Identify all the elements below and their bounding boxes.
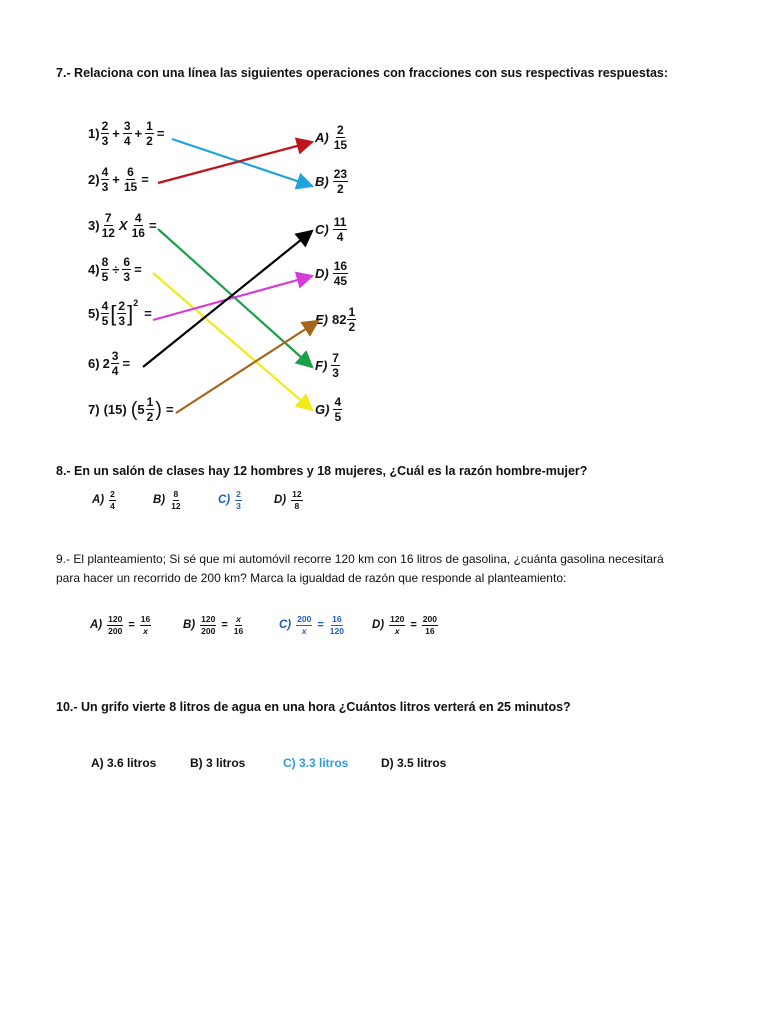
q9-option-b[interactable]: B) $\frac{120}{200}$ = $\frac{x}{16}$ bbox=[183, 614, 244, 636]
fraction: $\frac{120}{x}$ bbox=[390, 614, 405, 636]
fraction: $\frac{2}{15}$ bbox=[333, 123, 348, 152]
row-label: 3) bbox=[88, 218, 100, 233]
line-1-to-b bbox=[172, 139, 312, 186]
q7-left-6: 6) 2 $\frac{3}{4}$ = bbox=[88, 349, 131, 378]
q8-title: 8.- En un salón de clases hay 12 hombres y 18 mujeres, ¿Cuál es la razón hombre-mujer? bbox=[56, 464, 588, 478]
fraction: $\frac{2}{3}$ bbox=[118, 299, 126, 328]
q7-right-g: G) $\frac{4}{5}$ bbox=[315, 395, 342, 424]
q7-left-5: 5) $\frac{4}{5}$ [ $\frac{2}{3}$ ] 2 = bbox=[88, 298, 152, 328]
fraction: $\frac{x}{16}$ bbox=[233, 614, 244, 636]
fraction: $\frac{23}{2}$ bbox=[333, 167, 348, 196]
q7-left-4: 4) $\frac{8}{5}$ ÷ $\frac{6}{3}$ = bbox=[88, 255, 142, 284]
row-label: 7) bbox=[88, 402, 100, 417]
q7-right-c: C) $\frac{11}{4}$ bbox=[315, 215, 347, 244]
q10-option-c[interactable]: C) 3.3 litros bbox=[283, 756, 349, 770]
fraction: $\frac{7}{3}$ bbox=[332, 351, 339, 380]
fraction: $\frac{6}{3}$ bbox=[123, 255, 131, 284]
fraction: $\frac{16}{x}$ bbox=[140, 614, 151, 636]
fraction: $\frac{1}{2}$ bbox=[348, 305, 356, 334]
fraction: $\frac{8}{5}$ bbox=[101, 255, 109, 284]
fraction: $\frac{7}{12}$ bbox=[101, 211, 115, 240]
fraction: $\frac{2}{3}$ bbox=[236, 489, 241, 511]
q8-option-c[interactable]: C) $\frac{2}{3}$ bbox=[218, 489, 241, 511]
q7-left-3: 3) $\frac{7}{12}$ X $\frac{4}{16}$ = bbox=[88, 211, 157, 240]
fraction: $\frac{2}{3}$ bbox=[101, 119, 109, 148]
q9-option-c[interactable]: C) $\frac{200}{x}$ = $\frac{16}{120}$ bbox=[279, 614, 344, 636]
fraction: $\frac{4}{16}$ bbox=[131, 211, 145, 240]
fraction: $\frac{12}{8}$ bbox=[292, 489, 302, 511]
fraction: $\frac{1}{2}$ bbox=[146, 395, 154, 424]
row-label: 2) bbox=[88, 172, 100, 187]
q7-left-7: 7) (15) ( 5 $\frac{1}{2}$ ) = bbox=[88, 395, 174, 424]
q7-right-e: E) 82 $\frac{1}{2}$ bbox=[315, 305, 356, 334]
line-6-to-c bbox=[143, 231, 312, 367]
fraction: $\frac{200}{x}$ bbox=[297, 614, 312, 636]
q10-option-d[interactable]: D) 3.5 litros bbox=[381, 756, 447, 770]
q8-option-b[interactable]: B) $\frac{8}{12}$ bbox=[153, 489, 181, 511]
fraction: $\frac{200}{16}$ bbox=[422, 614, 437, 636]
row-label: 6) bbox=[88, 356, 100, 371]
row-label: 1) bbox=[88, 126, 100, 141]
fraction: $\frac{4}{5}$ bbox=[334, 395, 342, 424]
fraction: $\frac{120}{200}$ bbox=[108, 614, 123, 636]
fraction: $\frac{8}{12}$ bbox=[171, 489, 181, 511]
q7-right-b: B) $\frac{23}{2}$ bbox=[315, 167, 348, 196]
q9-text bbox=[56, 550, 716, 588]
q8-option-d[interactable]: D) $\frac{12}{8}$ bbox=[274, 489, 302, 511]
q7-left-2: 2) $\frac{4}{3}$ + $\frac{6}{15}$ = bbox=[88, 165, 149, 194]
q8-option-a[interactable]: A) $\frac{2}{4}$ bbox=[92, 489, 115, 511]
q7-right-a: A) $\frac{2}{15}$ bbox=[315, 123, 348, 152]
fraction: $\frac{1}{2}$ bbox=[146, 119, 153, 148]
line-2-to-a bbox=[158, 142, 312, 183]
q10-title: 10.- Un grifo vierte 8 litros de agua en una hora ¿Cuántos litros verterá en 25 minutos? bbox=[56, 700, 571, 714]
q9-line-2: para hacer un recorrido de 200 km? Marca la igualdad de razón que responde al planteamiento: bbox=[56, 571, 567, 585]
fraction: $\frac{3}{4}$ bbox=[123, 119, 131, 148]
fraction: $\frac{16}{45}$ bbox=[333, 259, 348, 288]
fraction: $\frac{120}{200}$ bbox=[201, 614, 216, 636]
q10-option-a[interactable]: A) 3.6 litros bbox=[91, 756, 157, 770]
q7-left-1: 1) $\frac{2}{3}$ + $\frac{3}{4}$ + $\frac{1}{2}$ = bbox=[88, 119, 165, 148]
q10-option-b[interactable]: B) 3 litros bbox=[190, 756, 246, 770]
fraction: $\frac{6}{15}$ bbox=[123, 165, 138, 194]
fraction: $\frac{3}{4}$ bbox=[111, 349, 119, 378]
fraction: $\frac{11}{4}$ bbox=[333, 215, 347, 244]
fraction: $\frac{16}{120}$ bbox=[329, 614, 344, 636]
fraction: $\frac{4}{5}$ bbox=[101, 299, 109, 328]
q7-right-f: F) $\frac{7}{3}$ bbox=[315, 351, 339, 380]
line-7-to-e bbox=[176, 321, 318, 413]
q7-right-d: D) $\frac{16}{45}$ bbox=[315, 259, 348, 288]
q9-line-1: 9.- El planteamiento; Si sé que mi automóvil recorre 120 km con 16 litros de gasolina, ¿cuánta gasolina necesitará bbox=[56, 552, 664, 566]
q9-option-d[interactable]: D) $\frac{120}{x}$ = $\frac{200}{16}$ bbox=[372, 614, 437, 636]
q7-title: 7.- Relaciona con una línea las siguientes operaciones con fracciones con sus respectivas respuestas: bbox=[56, 66, 669, 80]
row-label: 4) bbox=[88, 262, 100, 277]
fraction: $\frac{2}{4}$ bbox=[110, 489, 115, 511]
row-label: 5) bbox=[88, 306, 100, 321]
fraction: $\frac{4}{3}$ bbox=[101, 165, 109, 194]
q9-option-a[interactable]: A) $\frac{120}{200}$ = $\frac{16}{x}$ bbox=[90, 614, 151, 636]
line-5-to-d bbox=[153, 276, 312, 320]
